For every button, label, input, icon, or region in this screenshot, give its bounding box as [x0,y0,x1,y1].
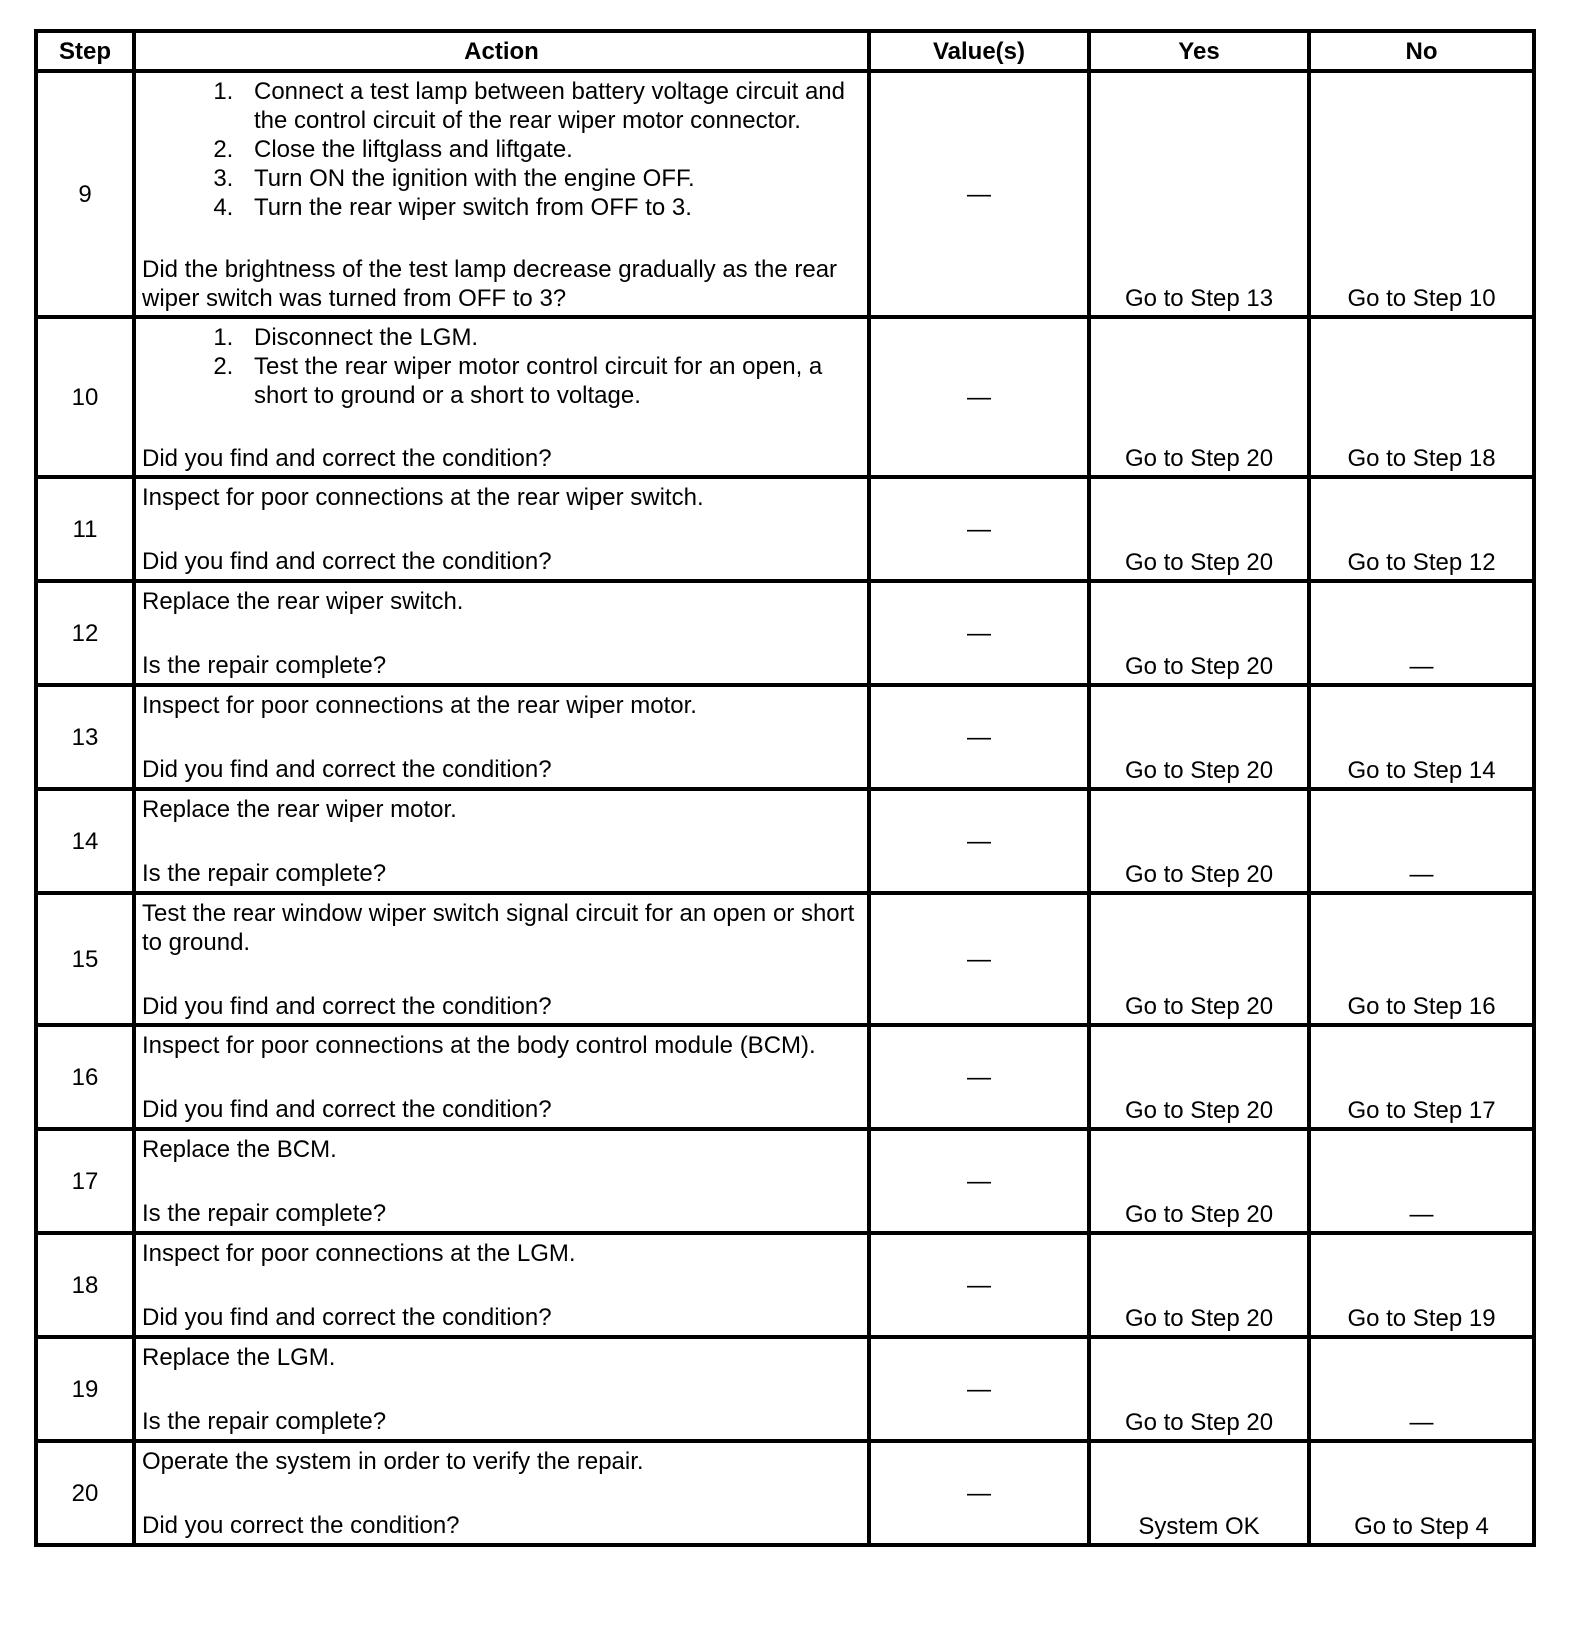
action-question: Did you find and correct the condition? [142,445,552,472]
step-number: 14 [36,789,134,893]
table-row [36,685,1534,789]
table-row [36,1025,1534,1129]
table-row [36,317,1534,477]
action-question: Did you correct the condition? [142,1512,460,1539]
action-text: Inspect for poor connections at the rear wiper motor. [142,692,697,719]
value-cell: — [869,1441,1089,1545]
action-question: Did you find and correct the condition? [142,548,552,575]
action-text: Inspect for poor connections at the rear wiper switch. [142,484,704,511]
action-cell [134,1337,869,1441]
table-row [36,71,1534,317]
table-row [36,1233,1534,1337]
yes-cell: Go to Step 20 [1089,581,1309,685]
yes-cell: Go to Step 20 [1089,1233,1309,1337]
yes-cell: Go to Step 13 [1089,71,1309,317]
action-cell [134,789,869,893]
action-question: Did the brightness of the test lamp decrease gradually as the rear wiper switch was turned from OFF to 3? [142,256,838,312]
table-header-row [36,31,1534,71]
yes-cell: Go to Step 20 [1089,1337,1309,1441]
table-row [36,581,1534,685]
action-step: 2. Test the rear wiper motor control circuit for an open, a short to ground or a short to voltage. [240,352,861,410]
action-text: Inspect for poor connections at the LGM. [142,1240,576,1267]
header-yes: Yes [1089,31,1309,71]
action-question: Is the repair complete? [142,1408,387,1435]
spacer [142,720,861,755]
action-cell [134,1129,869,1233]
action-question: Is the repair complete? [142,860,387,887]
action-text: Replace the rear wiper motor. [142,796,457,823]
table-row [36,789,1534,893]
header-values: Value(s) [869,31,1089,71]
action-cell [134,1025,869,1129]
table-row [36,1441,1534,1545]
step-number: 13 [36,685,134,789]
action-cell [134,581,869,685]
yes-cell: Go to Step 20 [1089,1129,1309,1233]
action-question: Is the repair complete? [142,1200,387,1227]
action-text: Operate the system in order to verify the repair. [142,1448,644,1475]
yes-cell: Go to Step 20 [1089,893,1309,1025]
value-cell: — [869,685,1089,789]
action-cell [134,477,869,581]
header-action: Action [134,31,869,71]
table-row [36,1337,1534,1441]
no-cell: — [1309,1337,1534,1441]
action-steps-list [142,323,861,410]
value-cell: — [869,893,1089,1025]
spacer [142,1164,861,1199]
action-cell [134,1441,869,1545]
step-number: 15 [36,893,134,1025]
action-steps-list [142,77,861,222]
action-cell [134,1233,869,1337]
spacer [142,1060,861,1095]
action-question: Did you find and correct the condition? [142,1096,552,1123]
yes-cell: Go to Step 20 [1089,789,1309,893]
action-cell [134,71,869,317]
header-no: No [1309,31,1534,71]
spacer [142,616,861,651]
step-number: 18 [36,1233,134,1337]
action-question: Is the repair complete? [142,652,387,679]
yes-cell: Go to Step 20 [1089,1025,1309,1129]
no-cell: Go to Step 4 [1309,1441,1534,1545]
action-text: Replace the LGM. [142,1344,336,1371]
step-number: 9 [36,71,134,317]
spacer [142,222,861,255]
table-row [36,893,1534,1025]
no-cell: Go to Step 16 [1309,893,1534,1025]
action-question: Did you find and correct the condition? [142,756,552,783]
action-cell [134,317,869,477]
value-cell: — [869,581,1089,685]
action-text: Test the rear window wiper switch signal circuit for an open or short to ground. [142,900,855,956]
action-text: Replace the BCM. [142,1136,337,1163]
value-cell: — [869,477,1089,581]
step-number: 20 [36,1441,134,1545]
spacer [142,1476,861,1511]
value-cell: — [869,789,1089,893]
spacer [142,410,861,444]
action-text: Inspect for poor connections at the body control module (BCM). [142,1032,816,1059]
value-cell: — [869,1233,1089,1337]
action-step: 4. Turn the rear wiper switch from OFF to 3. [240,193,861,222]
step-number: 16 [36,1025,134,1129]
value-cell: — [869,1025,1089,1129]
action-cell [134,893,869,1025]
no-cell: Go to Step 19 [1309,1233,1534,1337]
table-row [36,477,1534,581]
action-step: 3. Turn ON the ignition with the engine OFF. [240,164,861,193]
action-question: Did you find and correct the condition? [142,993,552,1020]
value-cell: — [869,317,1089,477]
spacer [142,1372,861,1407]
no-cell: — [1309,789,1534,893]
action-question: Did you find and correct the condition? [142,1304,552,1331]
no-cell: Go to Step 12 [1309,477,1534,581]
table-row [36,1129,1534,1233]
value-cell: — [869,1337,1089,1441]
step-number: 19 [36,1337,134,1441]
table-body [36,71,1534,1545]
spacer [142,824,861,859]
no-cell: — [1309,1129,1534,1233]
action-step: 1. Connect a test lamp between battery voltage circuit and the control circuit of the rear wiper motor connector. [240,77,861,135]
step-number: 11 [36,477,134,581]
action-step: 2. Close the liftglass and liftgate. [240,135,861,164]
action-step: 1. Disconnect the LGM. [240,323,861,352]
no-cell: — [1309,581,1534,685]
diagnostic-table [34,29,1536,1547]
action-cell [134,685,869,789]
step-number: 10 [36,317,134,477]
header-step: Step [36,31,134,71]
value-cell: — [869,71,1089,317]
no-cell: Go to Step 18 [1309,317,1534,477]
spacer [142,957,861,992]
yes-cell: Go to Step 20 [1089,477,1309,581]
step-number: 17 [36,1129,134,1233]
yes-cell: System OK [1089,1441,1309,1545]
spacer [142,1268,861,1303]
step-number: 12 [36,581,134,685]
no-cell: Go to Step 10 [1309,71,1534,317]
value-cell: — [869,1129,1089,1233]
yes-cell: Go to Step 20 [1089,685,1309,789]
no-cell: Go to Step 17 [1309,1025,1534,1129]
no-cell: Go to Step 14 [1309,685,1534,789]
yes-cell: Go to Step 20 [1089,317,1309,477]
action-text: Replace the rear wiper switch. [142,588,464,615]
spacer [142,512,861,547]
